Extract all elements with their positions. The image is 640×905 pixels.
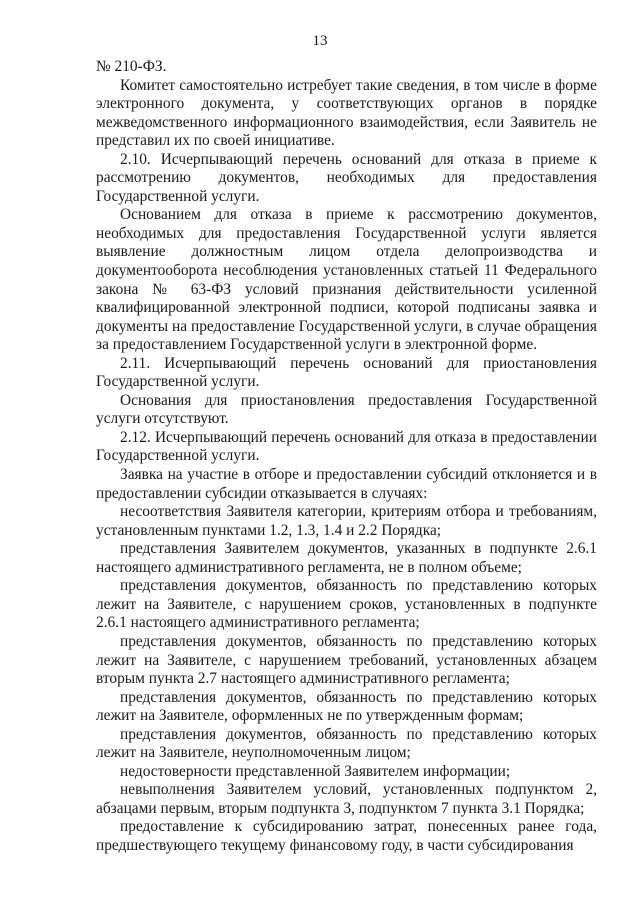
list-item: предоставление к субсидированию затрат, понесенных ранее года, предшествующего текущему финансовому году, в части субсидирования xyxy=(96,818,597,854)
list-item: представления документов, обязанность по представлению которых лежит на Заявителе, неуполномоченным лицом; xyxy=(96,725,597,762)
paragraph-committee-requests: Комитет самостоятельно истребует такие сведения, в том числе в форме электронного документа, у соответствующих органов в порядке межведомственного информационного взаимодействия, если Заявитель не представил их по своей инициативе. xyxy=(96,76,597,150)
section-heading-2-12: 2.12. Исчерпывающий перечень оснований для отказа в предоставлении Государственной услуги. xyxy=(96,428,597,465)
list-item: недостоверности представленной Заявителем информации; xyxy=(120,762,511,780)
paragraph-no-suspension: Основания для приостановления предоставления Государственной услуги отсутствуют. xyxy=(96,391,597,428)
paragraph-law-reference: № 210-ФЗ. xyxy=(96,58,167,75)
list-item: представления Заявителем документов, указанных в подпункте 2.6.1 настоящего административного регламента, не в полном объеме; xyxy=(96,540,597,576)
page-number: 13 xyxy=(312,33,328,49)
list-item: представления документов, обязанность по представлению которых лежит на Заявителе, оформленных не по утвержденным формам; xyxy=(96,688,597,725)
paragraph-refusal-grounds: Основанием для отказа в приеме к рассмотрению документов, необходимых для предоставления Государственной услуги является выявление должностным лицом отдела делопроизводства и документооборота несоблюдения установленных статьей 11 Федерального закона № 63-ФЗ условий признания действительности усиленной квалифицированной электронной подписи, которой подписаны заявка и документы на предоставление Государственной услуги, в случае обращения за предоставлением Государственной услуги в электронной форме. xyxy=(96,206,597,354)
document-body xyxy=(96,58,597,856)
section-heading-2-10: 2.10. Исчерпывающий перечень оснований для отказа в приеме к рассмотрению документов, необходимых для предоставления Государственной услуги. xyxy=(96,150,597,205)
list-item: несоответствия Заявителя категории, критериям отбора и требованиям, установленным пунктами 1.2, 1.3, 1.4 и 2.2 Порядка; xyxy=(96,503,597,539)
list-item: представления документов, обязанность по представлению которых лежит на Заявителе, с нарушением сроков, установленных в подпункте 2.6.1 настоящего административного регламента; xyxy=(96,577,597,632)
list-item: представления документов, обязанность по представлению которых лежит на Заявителе, с нарушением требований, установленных абзацем вторым пункта 2.7 настоящего административного регламента; xyxy=(96,632,597,688)
paragraph-rejection-cases: Заявка на участие в отборе и предоставлении субсидий отклоняется и в предоставлении субсидии отказывается в случаях: xyxy=(96,466,597,502)
section-heading-2-11: 2.11. Исчерпывающий перечень оснований для приостановления Государственной услуги. xyxy=(96,354,597,391)
list-item: невыполнения Заявителем условий, установленных подпунктом 2, абзацами первым, вторым подпункта 3, подпунктом 7 пункта 3.1 Порядка; xyxy=(96,781,597,817)
